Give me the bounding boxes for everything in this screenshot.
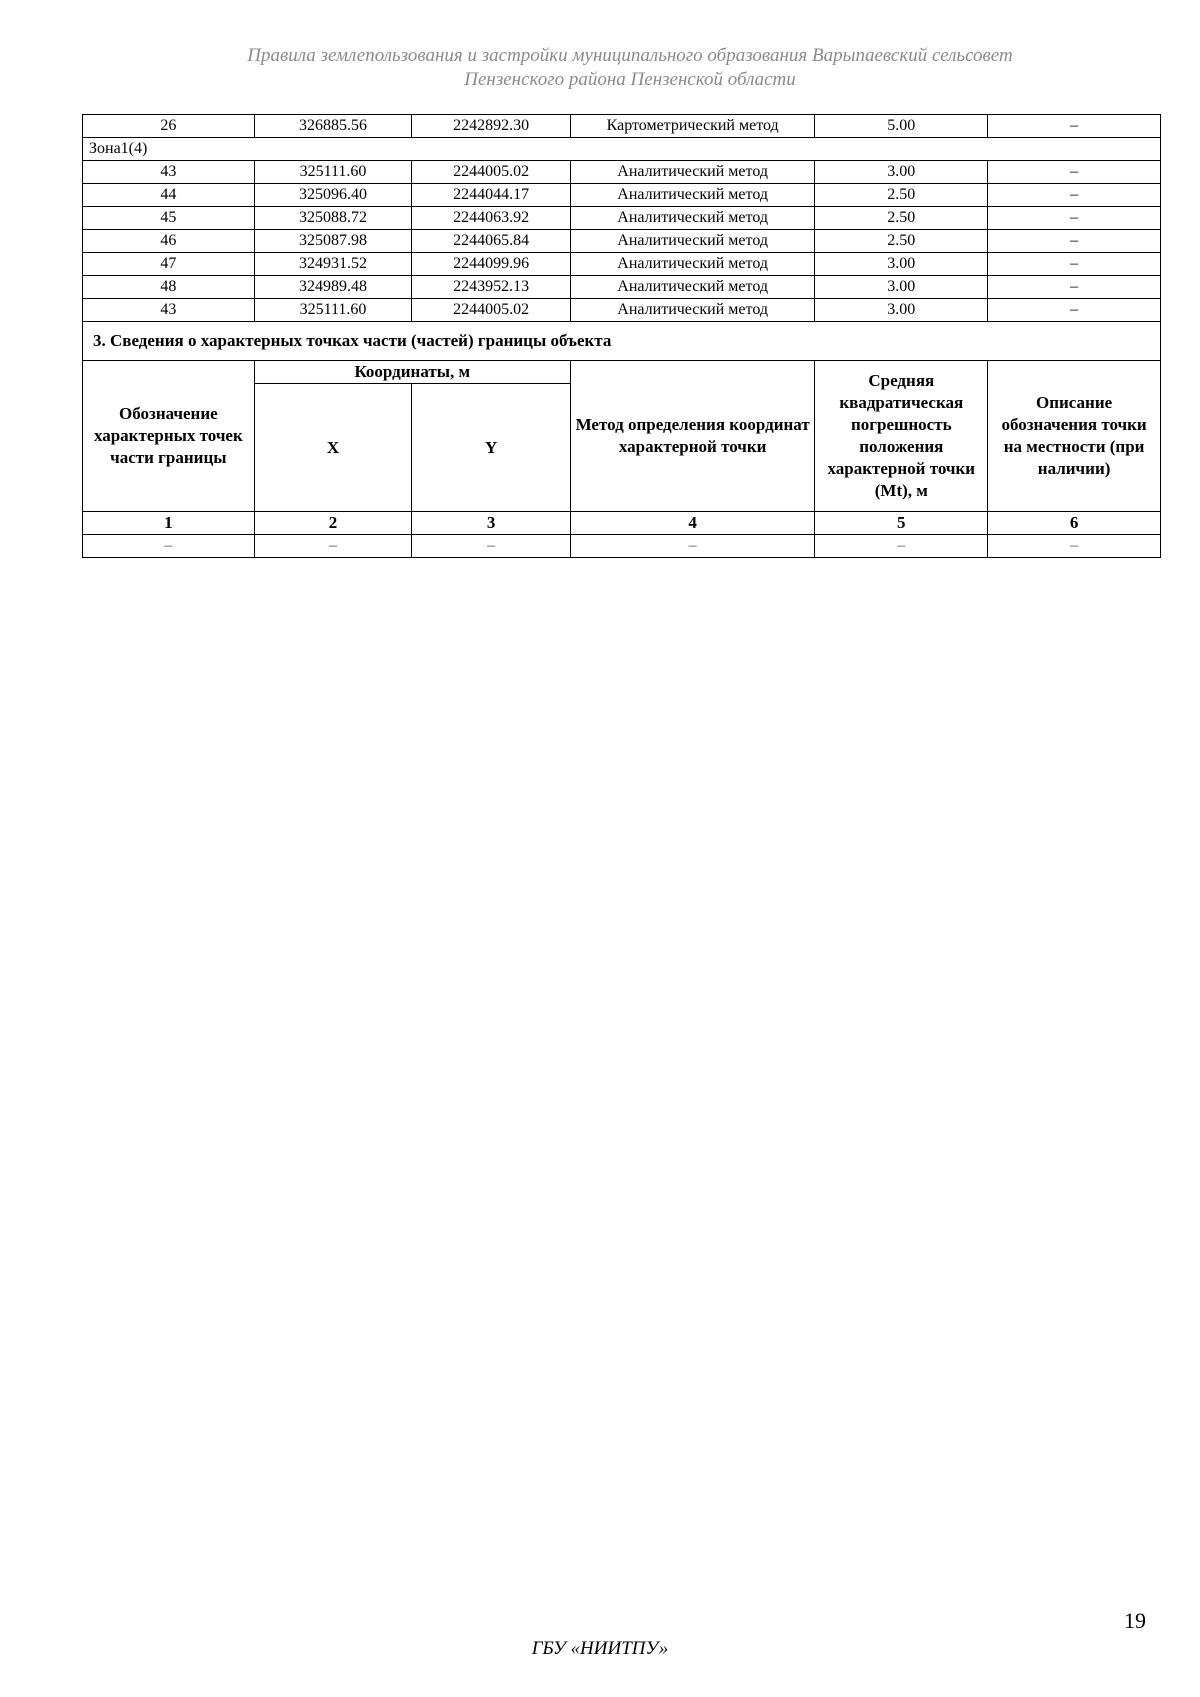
document-header	[80, 44, 1180, 92]
column-number: 6	[988, 512, 1161, 535]
error: 2.50	[815, 184, 988, 207]
col-header-coordinates: Координаты, м	[254, 361, 570, 384]
error: 3.00	[815, 253, 988, 276]
table-row	[83, 276, 1161, 299]
empty-cell: –	[570, 535, 815, 558]
column-number: 4	[570, 512, 815, 535]
table-row	[83, 230, 1161, 253]
table-row	[83, 299, 1161, 322]
section-title-row	[83, 322, 1161, 361]
coord-y: 2242892.30	[412, 115, 571, 138]
table-row	[83, 253, 1161, 276]
coord-x: 325111.60	[254, 161, 412, 184]
point-number: 45	[83, 207, 255, 230]
empty-cell: –	[815, 535, 988, 558]
col-header-description: Описание обозначения точки на местности (при наличии)	[988, 361, 1161, 512]
col-header-designation: Обозначение характерных точек части границы	[83, 361, 255, 512]
coord-y: 2244044.17	[412, 184, 571, 207]
coord-y: 2244005.02	[412, 161, 571, 184]
table-row	[83, 115, 1161, 138]
point-number: 47	[83, 253, 255, 276]
description: –	[988, 253, 1161, 276]
zone-row	[83, 138, 1161, 161]
empty-cell: –	[412, 535, 571, 558]
point-number: 26	[83, 115, 255, 138]
description: –	[988, 115, 1161, 138]
col-header-method: Метод определения координат характерной точки	[570, 361, 815, 512]
header-line-2: Пензенского района Пензенской области	[464, 69, 796, 90]
error: 2.50	[815, 207, 988, 230]
coord-y: 2243952.13	[412, 276, 571, 299]
method: Аналитический метод	[570, 253, 815, 276]
col-header-error: Средняя квадратическая погрешность положения характерной точки (Mt), м	[815, 361, 988, 512]
error: 5.00	[815, 115, 988, 138]
column-number: 3	[412, 512, 571, 535]
coord-x: 325111.60	[254, 299, 412, 322]
description: –	[988, 299, 1161, 322]
method: Аналитический метод	[570, 299, 815, 322]
page-number: 19	[1124, 1608, 1146, 1633]
col-header-y: Y	[412, 384, 571, 512]
zone-label: Зона1(4)	[83, 138, 1161, 161]
description: –	[988, 161, 1161, 184]
coordinates-table	[82, 114, 1161, 558]
table-row	[83, 207, 1161, 230]
coord-x: 326885.56	[254, 115, 412, 138]
coord-y: 2244005.02	[412, 299, 571, 322]
coord-y: 2244063.92	[412, 207, 571, 230]
method: Аналитический метод	[570, 207, 815, 230]
table-row	[83, 184, 1161, 207]
error: 2.50	[815, 230, 988, 253]
empty-cell: –	[988, 535, 1161, 558]
table-row	[83, 535, 1161, 558]
header-row-1	[83, 361, 1161, 384]
point-number: 44	[83, 184, 255, 207]
point-number: 43	[83, 299, 255, 322]
col-header-x: X	[254, 384, 412, 512]
empty-cell: –	[254, 535, 412, 558]
coord-x: 325096.40	[254, 184, 412, 207]
description: –	[988, 207, 1161, 230]
empty-cell: –	[83, 535, 255, 558]
column-number-row	[83, 512, 1161, 535]
column-number: 2	[254, 512, 412, 535]
point-number: 43	[83, 161, 255, 184]
method: Аналитический метод	[570, 230, 815, 253]
column-number: 5	[815, 512, 988, 535]
description: –	[988, 276, 1161, 299]
table-row	[83, 161, 1161, 184]
description: –	[988, 230, 1161, 253]
error: 3.00	[815, 161, 988, 184]
document-footer: ГБУ «НИИТПУ»	[531, 1638, 669, 1659]
column-number: 1	[83, 512, 255, 535]
method: Аналитический метод	[570, 276, 815, 299]
coord-x: 325087.98	[254, 230, 412, 253]
error: 3.00	[815, 276, 988, 299]
method: Картометрический метод	[570, 115, 815, 138]
description: –	[988, 184, 1161, 207]
point-number: 48	[83, 276, 255, 299]
method: Аналитический метод	[570, 161, 815, 184]
header-line-1: Правила землепользования и застройки муниципального образования Варыпаевский сельсовет	[247, 45, 1013, 66]
method: Аналитический метод	[570, 184, 815, 207]
section-3-title: 3. Сведения о характерных точках части (частей) границы объекта	[83, 322, 1161, 361]
coord-y: 2244065.84	[412, 230, 571, 253]
point-number: 46	[83, 230, 255, 253]
coord-y: 2244099.96	[412, 253, 571, 276]
error: 3.00	[815, 299, 988, 322]
coord-x: 324989.48	[254, 276, 412, 299]
coord-x: 324931.52	[254, 253, 412, 276]
coord-x: 325088.72	[254, 207, 412, 230]
